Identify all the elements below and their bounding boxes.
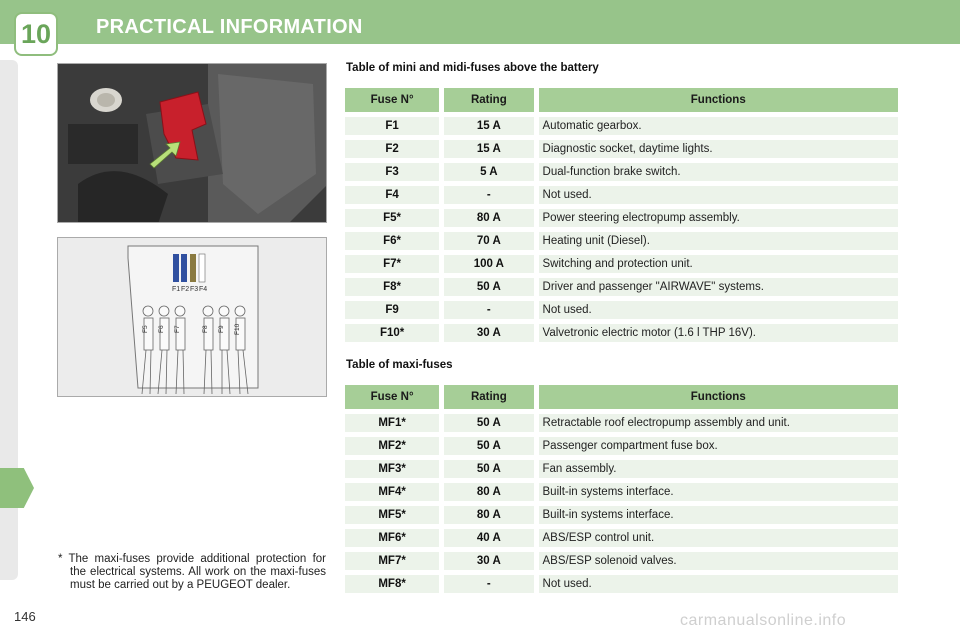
fuse-number-cell: F5* — [345, 209, 439, 227]
rating-cell: 50 A — [444, 414, 533, 432]
fuse-number-cell: F7* — [345, 255, 439, 273]
table-header-row — [345, 88, 898, 112]
maxi-fuses-title: Table of maxi-fuses — [346, 359, 453, 371]
table-row — [345, 163, 898, 181]
rating-cell: 80 A — [444, 506, 533, 524]
rating-cell: 30 A — [444, 552, 533, 570]
table-row — [345, 552, 898, 570]
function-cell: Automatic gearbox. — [539, 117, 898, 135]
table-row — [345, 140, 898, 158]
watermark: carmanualsonline.info — [680, 612, 847, 629]
function-cell: Driver and passenger "AIRWAVE" systems. — [539, 278, 898, 296]
header-rating: Rating — [444, 88, 533, 112]
rating-cell: 15 A — [444, 140, 533, 158]
function-cell: Passenger compartment fuse box. — [539, 437, 898, 455]
diagram-label-f4: F4 — [199, 286, 208, 293]
rating-cell: 5 A — [444, 163, 533, 181]
page-title: PRACTICAL INFORMATION — [96, 16, 363, 38]
function-cell: Built-in systems interface. — [539, 506, 898, 524]
header-rating: Rating — [444, 385, 533, 409]
rating-cell: - — [444, 575, 533, 593]
function-cell: Not used. — [539, 186, 898, 204]
diagram-label-f2: F2 — [181, 286, 190, 293]
fuse-number-cell: F8* — [345, 278, 439, 296]
diagram-label-f8: F8 — [202, 325, 209, 333]
header-fuse-number: Fuse N° — [345, 88, 439, 112]
fuse-number-cell: F2 — [345, 140, 439, 158]
function-cell: Built-in systems interface. — [539, 483, 898, 501]
function-cell: Fan assembly. — [539, 460, 898, 478]
table-row — [345, 529, 898, 547]
table-row — [345, 301, 898, 319]
fuse-number-cell: MF8* — [345, 575, 439, 593]
mini-fuses-body — [345, 117, 898, 342]
table-header-row — [345, 385, 898, 409]
fuse-number-cell: MF2* — [345, 437, 439, 455]
fuse-number-cell: MF7* — [345, 552, 439, 570]
engine-bay-illustration — [58, 64, 327, 223]
table-row — [345, 255, 898, 273]
function-cell: Retractable roof electropump assembly and unit. — [539, 414, 898, 432]
footnote: * The maxi-fuses provide additional protection for the electrical systems. All work on the maxi-fuses must be carried out by a PEUGEOT dealer. — [58, 553, 326, 591]
rating-cell: 80 A — [444, 483, 533, 501]
fuse-number-cell: F1 — [345, 117, 439, 135]
table-row — [345, 414, 898, 432]
table-row — [345, 324, 898, 342]
fuse-number-cell: F3 — [345, 163, 439, 181]
maxi-fuses-table — [340, 380, 903, 598]
function-cell: Switching and protection unit. — [539, 255, 898, 273]
diagram-label-f9: F9 — [218, 325, 225, 333]
fuse-layout-diagram — [57, 237, 327, 397]
table-row — [345, 278, 898, 296]
section-tab-marker — [0, 468, 34, 508]
page-number: 146 — [14, 609, 36, 624]
rating-cell: 70 A — [444, 232, 533, 250]
rating-cell: 100 A — [444, 255, 533, 273]
chapter-badge: 10 — [16, 14, 56, 54]
fuse-number-cell: MF1* — [345, 414, 439, 432]
function-cell: ABS/ESP solenoid valves. — [539, 552, 898, 570]
engine-bay-photo — [57, 63, 327, 223]
fuse-number-cell: MF3* — [345, 460, 439, 478]
rating-cell: - — [444, 301, 533, 319]
table-row — [345, 209, 898, 227]
diagram-label-f7: F7 — [174, 325, 181, 333]
table-row — [345, 232, 898, 250]
function-cell: Power steering electropump assembly. — [539, 209, 898, 227]
diagram-label-f3: F3 — [190, 286, 199, 293]
diagram-label-f10: F10 — [234, 323, 241, 335]
function-cell: Valvetronic electric motor (1.6 l THP 16V). — [539, 324, 898, 342]
rating-cell: 15 A — [444, 117, 533, 135]
maxi-fuses-body — [345, 414, 898, 593]
fuse-number-cell: F4 — [345, 186, 439, 204]
function-cell: Not used. — [539, 575, 898, 593]
fuse-diagram-drawing — [58, 238, 327, 397]
rating-cell: 50 A — [444, 437, 533, 455]
header-functions: Functions — [539, 385, 898, 409]
rating-cell: - — [444, 186, 533, 204]
rating-cell: 50 A — [444, 278, 533, 296]
rating-cell: 30 A — [444, 324, 533, 342]
table-row — [345, 483, 898, 501]
function-cell: Diagnostic socket, daytime lights. — [539, 140, 898, 158]
mini-fuses-table — [340, 83, 903, 347]
header-fuse-number: Fuse N° — [345, 385, 439, 409]
rating-cell: 40 A — [444, 529, 533, 547]
fuse-number-cell: F6* — [345, 232, 439, 250]
fuse-number-cell: MF4* — [345, 483, 439, 501]
table-row — [345, 117, 898, 135]
diagram-label-f6: F6 — [158, 325, 165, 333]
table-row — [345, 575, 898, 593]
function-cell: Dual-function brake switch. — [539, 163, 898, 181]
function-cell: Not used. — [539, 301, 898, 319]
table-row — [345, 186, 898, 204]
table-row — [345, 460, 898, 478]
diagram-label-f1: F1 — [172, 286, 181, 293]
fuse-number-cell: F9 — [345, 301, 439, 319]
function-cell: Heating unit (Diesel). — [539, 232, 898, 250]
fuse-number-cell: MF5* — [345, 506, 439, 524]
diagram-label-f5: F5 — [142, 325, 149, 333]
table-row — [345, 437, 898, 455]
header-functions: Functions — [539, 88, 898, 112]
fuse-number-cell: F10* — [345, 324, 439, 342]
table-row — [345, 506, 898, 524]
fuse-number-cell: MF6* — [345, 529, 439, 547]
mini-fuses-title: Table of mini and midi-fuses above the battery — [346, 62, 599, 74]
rating-cell: 80 A — [444, 209, 533, 227]
function-cell: ABS/ESP control unit. — [539, 529, 898, 547]
rating-cell: 50 A — [444, 460, 533, 478]
